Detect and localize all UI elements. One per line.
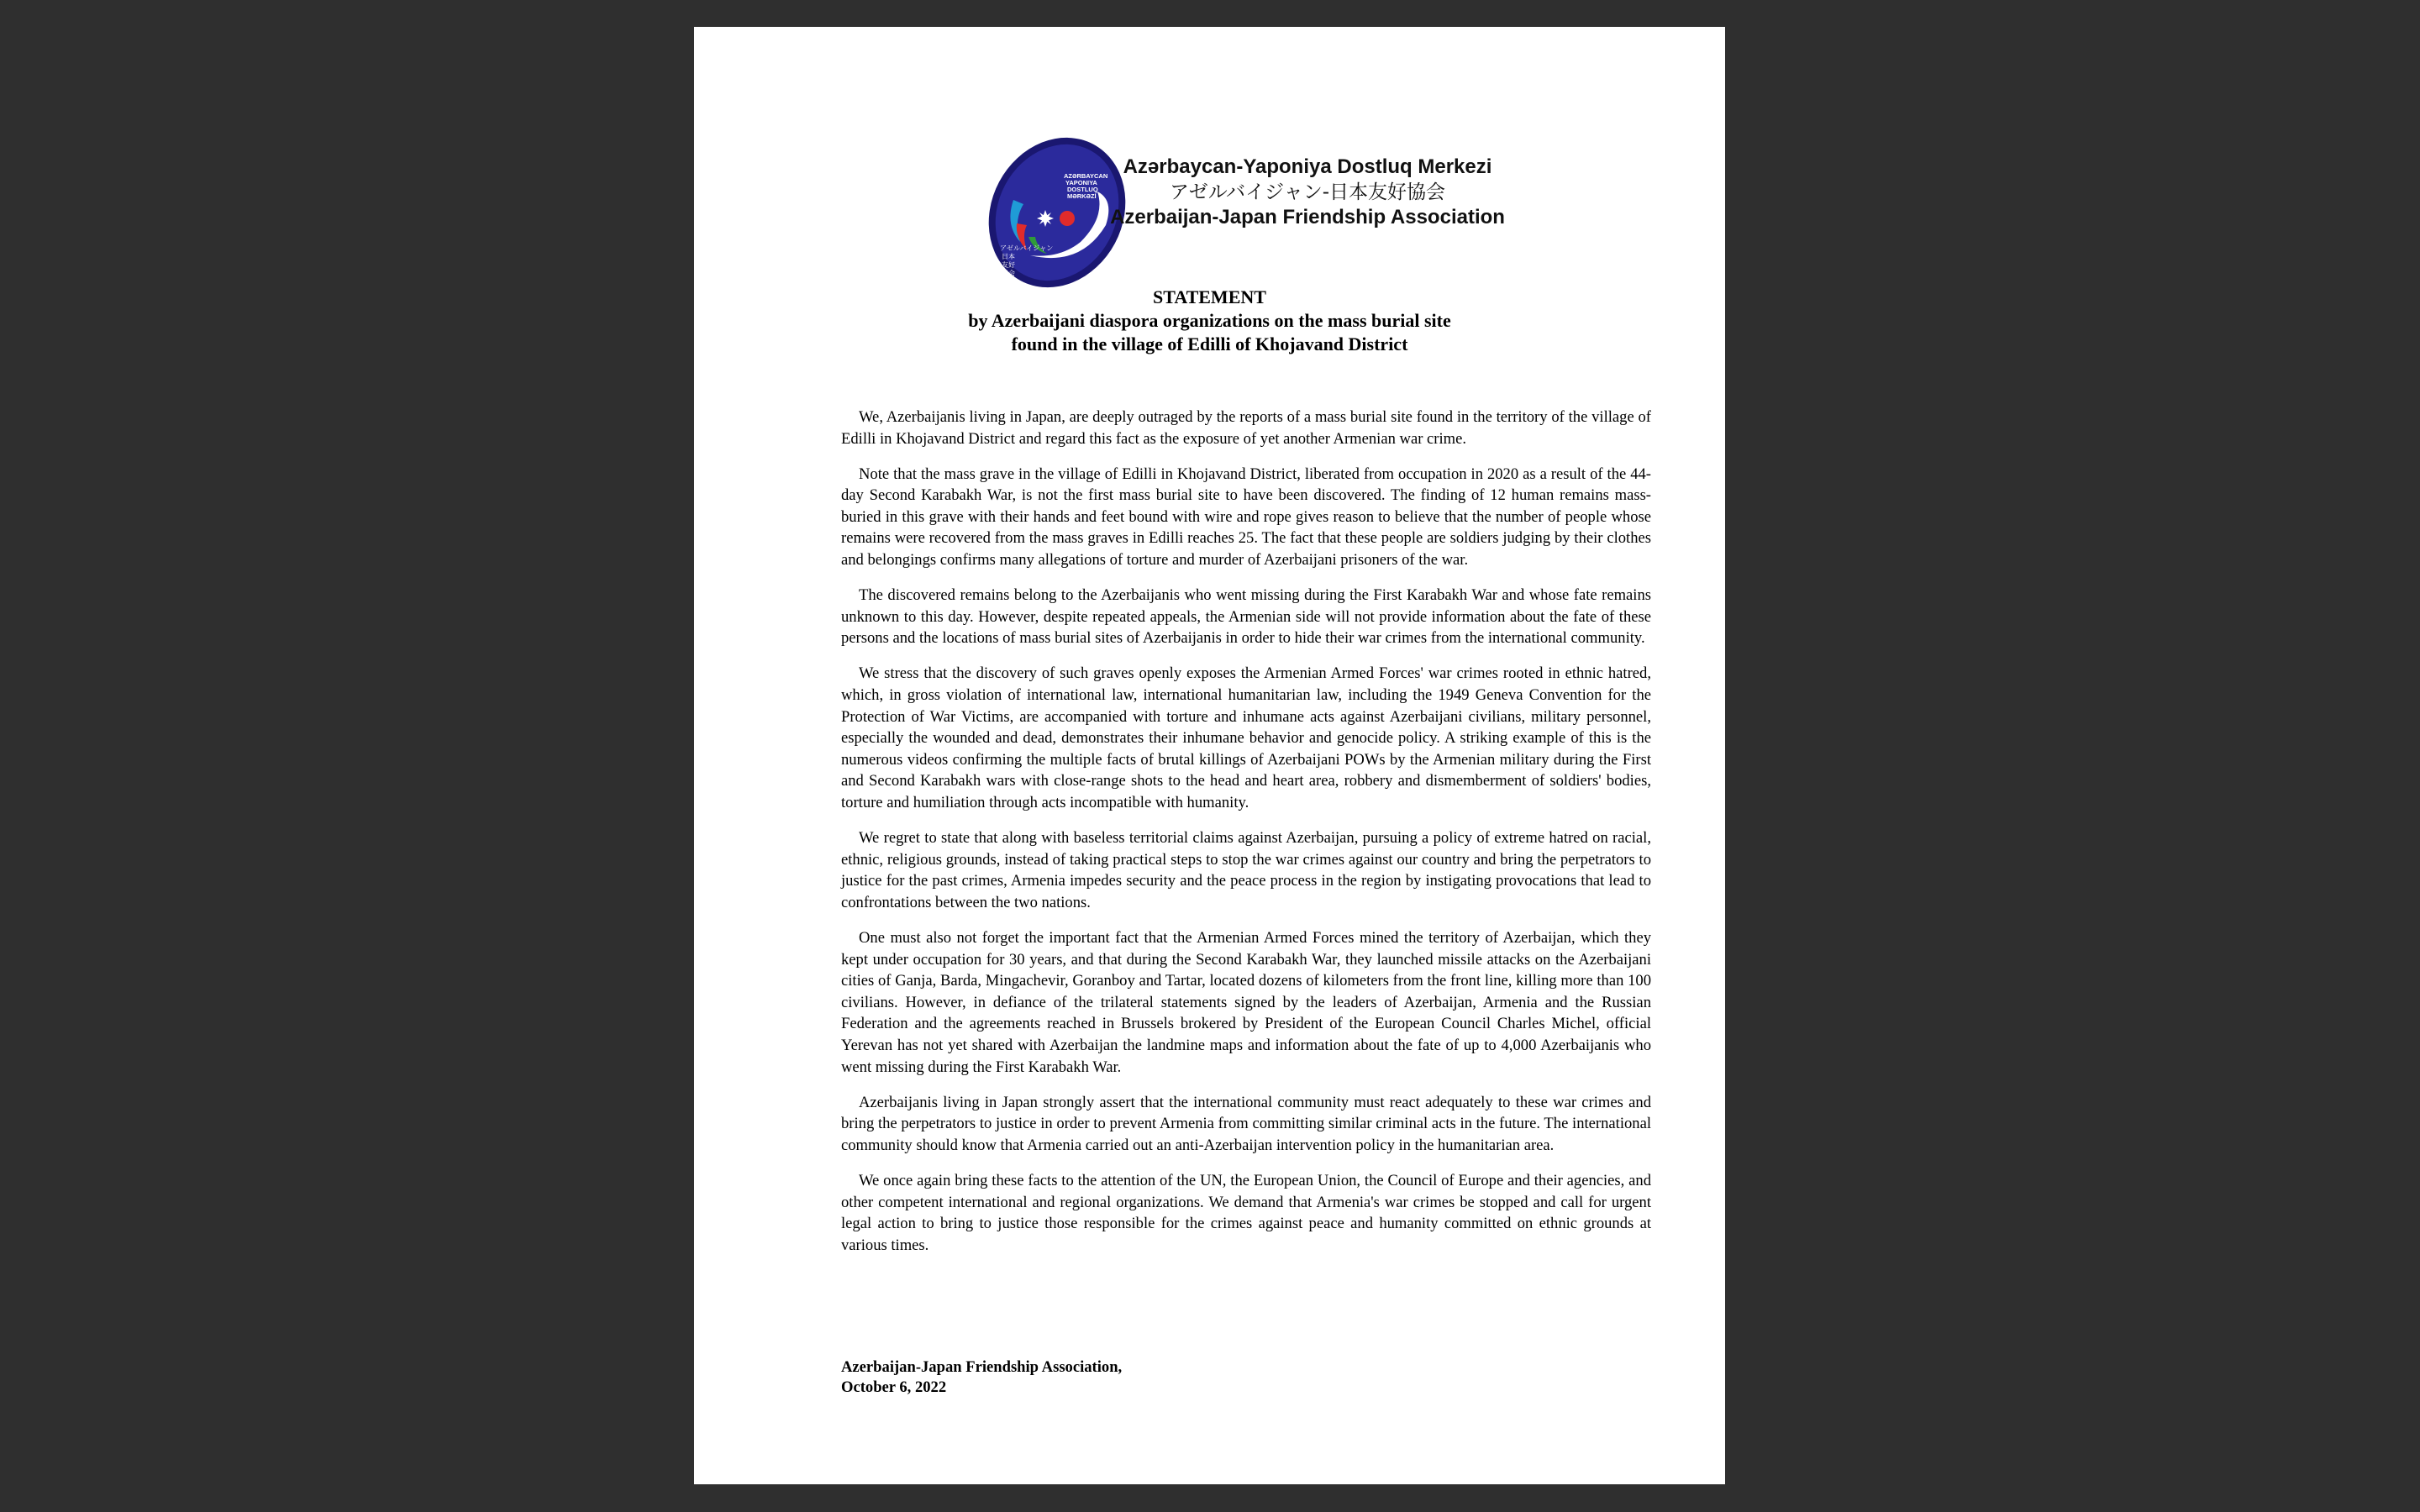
logo-name-en: Azerbaijan-Japan Friendship Association	[1110, 206, 1505, 228]
paragraph: Azerbaijanis living in Japan strongly assert that the international community must react adequately to these war crimes and bring the perpetrators to justice in order to prevent Armenia from committing similar criminal acts in the future. The international community should know that Armenia carried out an anti-Azerbaijan intervention policy in the humanitarian area.	[841, 1093, 1651, 1154]
paragraph: One must also not forget the important fact that the Armenian Armed Forces mined the territory of Azerbaijan, which they kept under occupation for 30 years, and that during the Second Karabakh War, they launched missile attacks on the Azerbaijani cities of Ganja, Barda, Mingachevir, Goranboy and Tartar, located dozens of kilometers from the front line, killing more than 100 civilians. However, in defiance of the trilateral statements signed by the leaders of Azerbaijan, Armenia and the Russian Federation and the agreements reached in Brussels brokered by President of the European Council Charles Michel, official Yerevan has not yet shared with Azerbaijan the landmine maps and information about the fate of up to 4,000 Azerbaijanis who went missing during the First Karabakh War.	[841, 928, 1651, 1076]
statement-subtitle-line2: found in the village of Edilli of Khojavand District	[1011, 333, 1408, 354]
paragraph: Note that the mass grave in the village of Edilli in Khojavand District, liberated from occupation in 2020 as a result of the 44-day Second Karabakh War, is not the first mass burial site to have been discovered. The finding of 12 human remains mass-buried in this grave with their hands and feet bound with wire and rope gives reason to believe that the number of people whose remains were recovered from the mass graves in Edilli reaches 25. The fact that these people are soldiers judging by their clothes and belongings confirms many allegations of torture and murder of Azerbaijani prisoners of the war.	[841, 465, 1651, 570]
logo-text	[1097, 155, 1518, 230]
logo-name-az: Azərbaycan-Yaponiya Dostluq Merkezi	[1123, 155, 1492, 178]
svg-text:日本: 日本	[1002, 253, 1015, 260]
paragraph: We stress that the discovery of such graves openly exposes the Armenian Armed Forces' war crimes rooted in ethnic hatred, which, in gross violation of international law, international humanitarian law, including the 1949 Geneva Convention for the Protection of War Victims, are accompanied with torture and inhumane acts against Azerbaijani civilians, military personnel, especially the wounded and dead, demonstrates their inhumane behavior and genocide policy. A striking example of this is the numerous videos confirming the multiple facts of brutal killings of Azerbaijani POWs by the Armenian military during the First and Second Karabakh wars with close-range shots to the head and heart area, robbery and dismemberment of soldiers' bodies, torture and humiliation through acts incompatible with humanity.	[841, 664, 1651, 811]
paragraph: We, Azerbaijanis living in Japan, are deeply outraged by the reports of a mass burial site found in the territory of the village of Edilli in Khojavand District and regard this fact as the exposure of yet another Armenian war crime.	[841, 408, 1651, 448]
svg-text:協会: 協会	[1002, 270, 1015, 277]
signature-date: October 6, 2022	[841, 1378, 947, 1396]
statement-title: STATEMENT	[1153, 286, 1266, 307]
statement-heading	[820, 286, 1599, 356]
svg-text:YAPONIYA: YAPONIYA	[1065, 179, 1097, 186]
svg-text:MƏRKƏZİ: MƏRKƏZİ	[1067, 192, 1097, 200]
svg-text:アゼルバイジャン: アゼルバイジャン	[1000, 244, 1054, 252]
association-logo	[980, 124, 1518, 301]
statement-subtitle-line1: by Azerbaijani diaspora organizations on the mass burial site	[968, 310, 1451, 331]
document-page	[694, 27, 1725, 1484]
paragraph: We once again bring these facts to the attention of the UN, the European Union, the Council of Europe and their agencies, and other competent international and regional organizations. We demand that Armenia's war crimes be stopped and call for urgent legal action to bring to justice those responsible for the crimes against peace and humanity committed on ethnic grounds at various times.	[841, 1171, 1651, 1254]
svg-text:AZƏRBAYCAN: AZƏRBAYCAN	[1064, 172, 1108, 180]
paragraph: We regret to state that along with baseless territorial claims against Azerbaijan, pursuing a policy of extreme hatred on racial, ethnic, religious grounds, instead of taking practical steps to stop the war crimes against our country and bring the perpetrators to justice for the past crimes, Armenia impedes security and the peace process in the region by instigating provocations that lead to confrontations between the two nations.	[841, 829, 1651, 911]
logo-name-jp: アゼルバイジャン-日本友好協会	[1170, 181, 1445, 203]
svg-text:友好: 友好	[1002, 261, 1015, 269]
signature-block	[841, 1357, 1345, 1398]
paragraph: The discovered remains belong to the Azerbaijanis who went missing during the First Karabakh War and whose fate remains unknown to this day. However, despite repeated appeals, the Armenian side will not provide information about the fate of these persons and the locations of mass burial sites of Azerbaijanis in order to hide their war crimes from the international community.	[841, 586, 1651, 648]
svg-text:DOSTLUQ: DOSTLUQ	[1067, 186, 1098, 193]
statement-body	[841, 407, 1651, 1270]
signature-organization: Azerbaijan-Japan Friendship Association,	[841, 1358, 1123, 1376]
